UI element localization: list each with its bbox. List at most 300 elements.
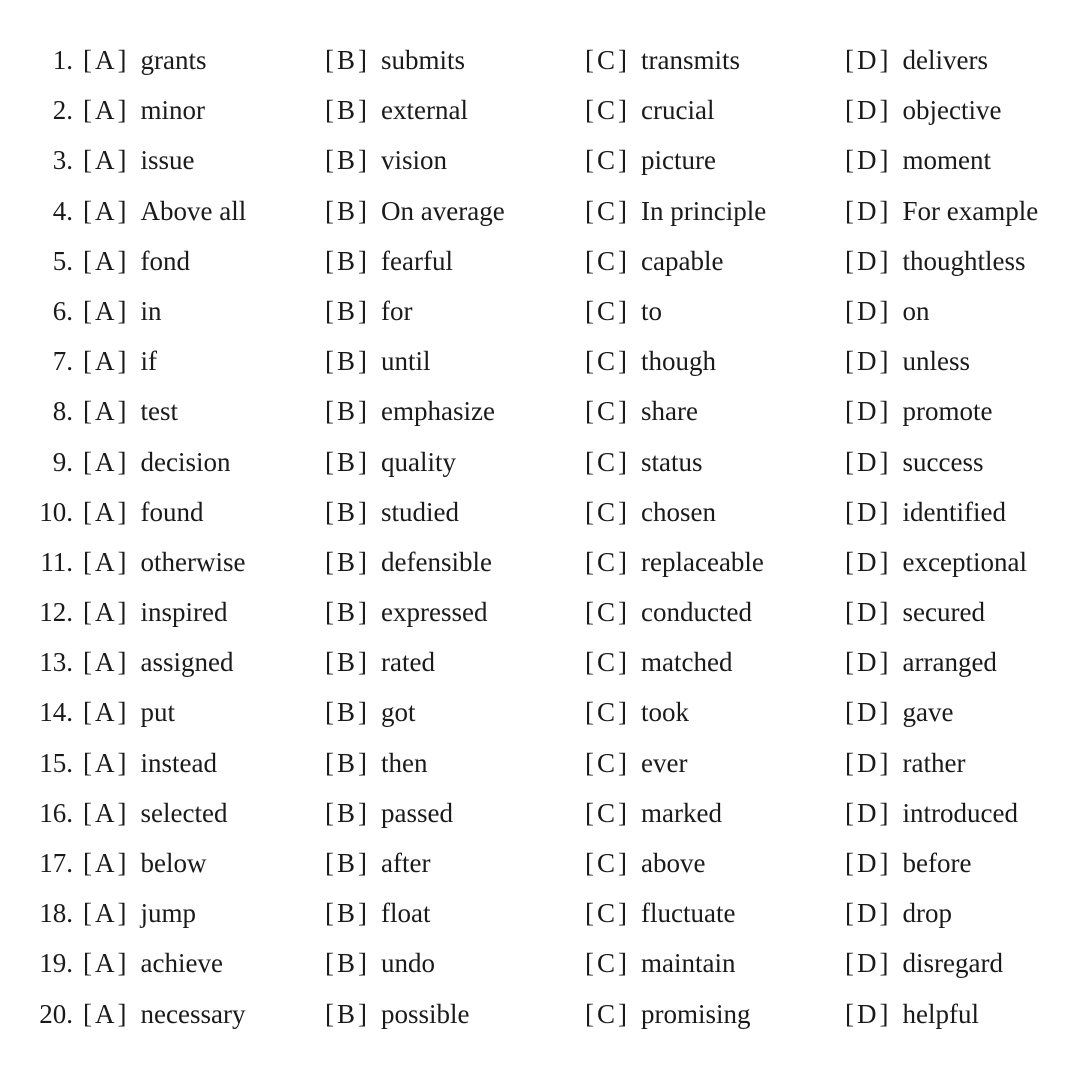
open-bracket: [ <box>325 647 334 678</box>
option-letter: B <box>337 346 356 377</box>
open-bracket: [ <box>325 697 334 728</box>
option-word: promote <box>902 396 993 427</box>
question-row <box>0 637 1080 687</box>
question-row <box>0 437 1080 487</box>
option-d <box>845 989 979 1039</box>
option-word: quality <box>381 446 457 477</box>
open-bracket: [ <box>845 45 854 75</box>
open-bracket: [ <box>845 948 854 979</box>
question-number: 1. <box>52 45 73 75</box>
close-bracket: ] <box>117 346 127 377</box>
option-letter: D <box>857 446 877 477</box>
close-bracket: ] <box>618 998 628 1029</box>
option-word: defensible <box>381 546 492 577</box>
option-word: instead <box>140 747 217 778</box>
open-bracket: [ <box>325 898 334 929</box>
option-word: gave <box>902 697 954 728</box>
open-bracket: [ <box>845 95 854 126</box>
option-word: For example <box>902 195 1039 226</box>
open-bracket: [ <box>325 496 334 527</box>
option-word: introduced <box>902 797 1018 828</box>
open-bracket: [ <box>325 346 334 377</box>
close-bracket: ] <box>879 245 889 276</box>
option-word: matched <box>641 647 733 678</box>
question-number: 9. <box>52 446 73 477</box>
close-bracket: ] <box>879 597 889 628</box>
open-bracket: [ <box>585 797 594 828</box>
close-bracket: ] <box>618 95 628 126</box>
option-b <box>325 35 465 85</box>
option-letter: D <box>857 496 877 527</box>
option-word: ever <box>641 747 688 778</box>
option-letter: A <box>95 898 115 929</box>
open-bracket: [ <box>585 396 594 427</box>
option-letter: B <box>337 396 356 427</box>
option-letter: C <box>597 446 616 477</box>
option-d <box>845 437 983 487</box>
option-d <box>845 738 965 788</box>
option-word: success <box>902 446 984 477</box>
open-bracket: [ <box>845 496 854 527</box>
open-bracket: [ <box>83 647 92 678</box>
close-bracket: ] <box>117 697 127 728</box>
open-bracket: [ <box>845 998 854 1029</box>
option-word: vision <box>381 145 448 176</box>
option-letter: C <box>597 597 616 628</box>
close-bracket: ] <box>879 195 889 226</box>
option-c <box>585 888 735 938</box>
close-bracket: ] <box>117 245 127 276</box>
option-letter: D <box>857 747 877 778</box>
option-letter: A <box>95 848 115 878</box>
option-letter: B <box>337 245 356 276</box>
question-row <box>0 838 1080 888</box>
option-letter: B <box>337 295 356 326</box>
option-word: decision <box>140 446 231 477</box>
option-c <box>585 537 764 587</box>
option-letter: A <box>95 145 115 176</box>
option-a <box>83 186 246 236</box>
open-bracket: [ <box>845 145 854 176</box>
close-bracket: ] <box>358 546 368 577</box>
option-c <box>585 637 732 687</box>
open-bracket: [ <box>325 998 334 1029</box>
question-number: 4. <box>52 195 73 226</box>
option-b <box>325 687 416 737</box>
option-word: arranged <box>902 647 997 678</box>
option-d <box>845 336 970 386</box>
option-d <box>845 687 953 737</box>
option-d <box>845 386 992 436</box>
close-bracket: ] <box>358 697 368 728</box>
option-b <box>325 637 435 687</box>
option-d <box>845 85 1001 135</box>
question-options-list <box>0 35 1080 1039</box>
close-bracket: ] <box>117 597 127 628</box>
option-letter: A <box>95 446 115 477</box>
option-c <box>585 587 752 637</box>
question-number: 14. <box>39 697 73 728</box>
open-bracket: [ <box>325 145 334 176</box>
option-letter: B <box>337 998 356 1029</box>
option-b <box>325 135 447 185</box>
close-bracket: ] <box>879 647 889 678</box>
option-word: expressed <box>381 597 488 628</box>
question-row <box>0 487 1080 537</box>
open-bracket: [ <box>83 145 92 176</box>
open-bracket: [ <box>325 195 334 226</box>
option-letter: C <box>597 295 616 326</box>
close-bracket: ] <box>879 948 889 979</box>
option-letter: B <box>337 145 356 176</box>
question-row <box>0 135 1080 185</box>
question-row <box>0 888 1080 938</box>
close-bracket: ] <box>879 848 889 878</box>
option-a <box>83 938 223 988</box>
open-bracket: [ <box>83 898 92 929</box>
option-c <box>585 838 705 888</box>
option-word: Above all <box>140 195 247 226</box>
open-bracket: [ <box>83 546 92 577</box>
option-word: transmits <box>641 45 741 75</box>
close-bracket: ] <box>879 346 889 377</box>
open-bracket: [ <box>845 346 854 377</box>
close-bracket: ] <box>618 898 628 929</box>
option-word: put <box>140 697 176 728</box>
question-row <box>0 336 1080 386</box>
option-word: passed <box>381 797 453 828</box>
open-bracket: [ <box>845 797 854 828</box>
option-letter: D <box>857 948 877 979</box>
option-word: jump <box>140 898 197 929</box>
option-word: fluctuate <box>641 898 736 929</box>
option-letter: C <box>597 396 616 427</box>
close-bracket: ] <box>358 95 368 126</box>
option-b <box>325 587 487 637</box>
close-bracket: ] <box>618 295 628 326</box>
option-word: external <box>381 95 468 126</box>
option-d <box>845 487 1006 537</box>
open-bracket: [ <box>585 45 594 75</box>
option-letter: A <box>95 245 115 276</box>
option-letter: D <box>857 848 877 878</box>
open-bracket: [ <box>585 145 594 176</box>
option-d <box>845 286 930 336</box>
open-bracket: [ <box>83 697 92 728</box>
option-letter: C <box>597 697 616 728</box>
option-letter: D <box>857 546 877 577</box>
open-bracket: [ <box>585 948 594 979</box>
open-bracket: [ <box>585 346 594 377</box>
open-bracket: [ <box>83 747 92 778</box>
close-bracket: ] <box>358 346 368 377</box>
close-bracket: ] <box>879 446 889 477</box>
option-b <box>325 336 431 386</box>
option-letter: B <box>337 496 356 527</box>
option-word: inspired <box>140 597 228 628</box>
option-word: submits <box>381 45 466 75</box>
option-letter: C <box>597 848 616 878</box>
option-letter: B <box>337 597 356 628</box>
question-row <box>0 989 1080 1039</box>
close-bracket: ] <box>618 546 628 577</box>
open-bracket: [ <box>585 295 594 326</box>
option-b <box>325 236 453 286</box>
option-d <box>845 587 985 637</box>
open-bracket: [ <box>325 597 334 628</box>
close-bracket: ] <box>879 496 889 527</box>
question-number: 11. <box>40 546 73 577</box>
close-bracket: ] <box>618 346 628 377</box>
question-number: 16. <box>39 797 73 828</box>
option-letter: D <box>857 295 877 326</box>
option-word: grants <box>140 45 207 75</box>
open-bracket: [ <box>83 346 92 377</box>
option-c <box>585 938 736 988</box>
open-bracket: [ <box>585 848 594 878</box>
option-b <box>325 888 431 938</box>
close-bracket: ] <box>358 496 368 527</box>
question-row <box>0 738 1080 788</box>
close-bracket: ] <box>117 546 127 577</box>
option-letter: D <box>857 346 877 377</box>
option-word: to <box>641 295 663 326</box>
option-letter: D <box>857 145 877 176</box>
option-word: promising <box>641 998 751 1029</box>
open-bracket: [ <box>325 797 334 828</box>
option-b <box>325 989 470 1039</box>
option-word: took <box>641 697 690 728</box>
question-number: 15. <box>39 747 73 778</box>
close-bracket: ] <box>117 496 127 527</box>
option-d <box>845 888 952 938</box>
option-word: unless <box>902 346 970 377</box>
question-row <box>0 687 1080 737</box>
open-bracket: [ <box>845 195 854 226</box>
option-word: above <box>641 848 706 878</box>
option-word: possible <box>381 998 470 1029</box>
option-letter: B <box>337 797 356 828</box>
option-letter: C <box>597 195 616 226</box>
option-letter: A <box>95 346 115 377</box>
question-number: 5. <box>52 245 73 276</box>
question-row <box>0 35 1080 85</box>
close-bracket: ] <box>879 145 889 176</box>
close-bracket: ] <box>117 396 127 427</box>
open-bracket: [ <box>83 295 92 326</box>
close-bracket: ] <box>117 747 127 778</box>
option-word: necessary <box>140 998 246 1029</box>
option-letter: A <box>95 948 115 979</box>
open-bracket: [ <box>325 747 334 778</box>
option-word: moment <box>902 145 991 176</box>
option-c <box>585 35 740 85</box>
option-b <box>325 788 453 838</box>
option-b <box>325 286 413 336</box>
close-bracket: ] <box>117 948 127 979</box>
option-word: emphasize <box>381 396 495 427</box>
option-c <box>585 989 751 1039</box>
option-letter: C <box>597 496 616 527</box>
option-word: on <box>902 295 930 326</box>
close-bracket: ] <box>358 295 368 326</box>
close-bracket: ] <box>879 747 889 778</box>
close-bracket: ] <box>618 145 628 176</box>
close-bracket: ] <box>618 647 628 678</box>
option-word: studied <box>381 496 460 527</box>
question-row <box>0 587 1080 637</box>
option-a <box>83 637 233 687</box>
close-bracket: ] <box>117 446 127 477</box>
option-a <box>83 738 217 788</box>
option-letter: C <box>597 45 616 75</box>
option-word: undo <box>381 948 436 979</box>
option-word: replaceable <box>641 546 764 577</box>
option-d <box>845 838 971 888</box>
option-d <box>845 938 1003 988</box>
question-row <box>0 788 1080 838</box>
open-bracket: [ <box>325 295 334 326</box>
option-word: exceptional <box>902 546 1027 577</box>
open-bracket: [ <box>845 898 854 929</box>
option-word: In principle <box>641 195 767 226</box>
close-bracket: ] <box>618 747 628 778</box>
option-letter: B <box>337 95 356 126</box>
close-bracket: ] <box>358 998 368 1029</box>
open-bracket: [ <box>845 546 854 577</box>
option-letter: B <box>337 647 356 678</box>
close-bracket: ] <box>358 145 368 176</box>
option-c <box>585 386 698 436</box>
option-c <box>585 236 723 286</box>
question-number: 20. <box>39 998 73 1029</box>
open-bracket: [ <box>585 496 594 527</box>
close-bracket: ] <box>358 848 368 878</box>
option-c <box>585 135 716 185</box>
question-number: 6. <box>52 295 73 326</box>
option-d <box>845 537 1027 587</box>
question-row <box>0 386 1080 436</box>
question-number: 13. <box>39 647 73 678</box>
option-letter: A <box>95 95 115 126</box>
question-number: 10. <box>39 496 73 527</box>
close-bracket: ] <box>618 496 628 527</box>
option-c <box>585 286 662 336</box>
option-b <box>325 186 505 236</box>
option-d <box>845 637 997 687</box>
question-number: 7. <box>52 346 73 377</box>
close-bracket: ] <box>358 898 368 929</box>
open-bracket: [ <box>325 95 334 126</box>
option-word: before <box>902 848 972 878</box>
open-bracket: [ <box>585 195 594 226</box>
close-bracket: ] <box>117 145 127 176</box>
option-word: identified <box>902 496 1006 527</box>
option-d <box>845 135 991 185</box>
option-letter: B <box>337 747 356 778</box>
open-bracket: [ <box>325 446 334 477</box>
open-bracket: [ <box>83 45 92 75</box>
option-word: share <box>641 396 698 427</box>
option-letter: A <box>95 396 115 427</box>
open-bracket: [ <box>585 998 594 1029</box>
close-bracket: ] <box>358 446 368 477</box>
option-word: minor <box>140 95 205 126</box>
option-letter: A <box>95 496 115 527</box>
question-row <box>0 85 1080 135</box>
option-b <box>325 838 430 888</box>
option-letter: C <box>597 546 616 577</box>
option-a <box>83 286 162 336</box>
question-number: 17. <box>39 848 73 878</box>
option-a <box>83 687 175 737</box>
option-letter: D <box>857 797 877 828</box>
option-word: marked <box>641 797 722 828</box>
open-bracket: [ <box>585 647 594 678</box>
option-letter: D <box>857 95 877 126</box>
close-bracket: ] <box>618 848 628 878</box>
option-letter: D <box>857 647 877 678</box>
option-word: secured <box>902 597 985 628</box>
option-word: test <box>140 396 178 427</box>
option-word: then <box>381 747 428 778</box>
option-a <box>83 85 205 135</box>
option-b <box>325 85 468 135</box>
close-bracket: ] <box>879 295 889 326</box>
option-word: issue <box>140 145 195 176</box>
close-bracket: ] <box>117 195 127 226</box>
close-bracket: ] <box>618 45 628 75</box>
option-b <box>325 938 435 988</box>
option-word: float <box>381 898 431 929</box>
option-b <box>325 487 459 537</box>
option-word: crucial <box>641 95 715 126</box>
option-word: assigned <box>140 647 234 678</box>
option-d <box>845 186 1038 236</box>
open-bracket: [ <box>83 848 92 878</box>
option-letter: B <box>337 195 356 226</box>
open-bracket: [ <box>585 597 594 628</box>
option-letter: B <box>337 546 356 577</box>
option-letter: D <box>857 195 877 226</box>
option-c <box>585 186 766 236</box>
open-bracket: [ <box>585 546 594 577</box>
question-number: 19. <box>39 948 73 979</box>
option-c <box>585 487 716 537</box>
option-word: if <box>140 346 157 377</box>
option-letter: A <box>95 45 115 75</box>
open-bracket: [ <box>83 245 92 276</box>
option-letter: A <box>95 797 115 828</box>
open-bracket: [ <box>845 647 854 678</box>
option-c <box>585 437 703 487</box>
close-bracket: ] <box>358 597 368 628</box>
close-bracket: ] <box>117 797 127 828</box>
open-bracket: [ <box>845 396 854 427</box>
close-bracket: ] <box>117 848 127 878</box>
open-bracket: [ <box>325 848 334 878</box>
option-letter: D <box>857 898 877 929</box>
close-bracket: ] <box>618 245 628 276</box>
open-bracket: [ <box>83 496 92 527</box>
question-row <box>0 286 1080 336</box>
open-bracket: [ <box>83 998 92 1029</box>
close-bracket: ] <box>879 697 889 728</box>
question-number: 3. <box>52 145 73 176</box>
option-letter: B <box>337 446 356 477</box>
open-bracket: [ <box>83 446 92 477</box>
option-word: found <box>140 496 204 527</box>
